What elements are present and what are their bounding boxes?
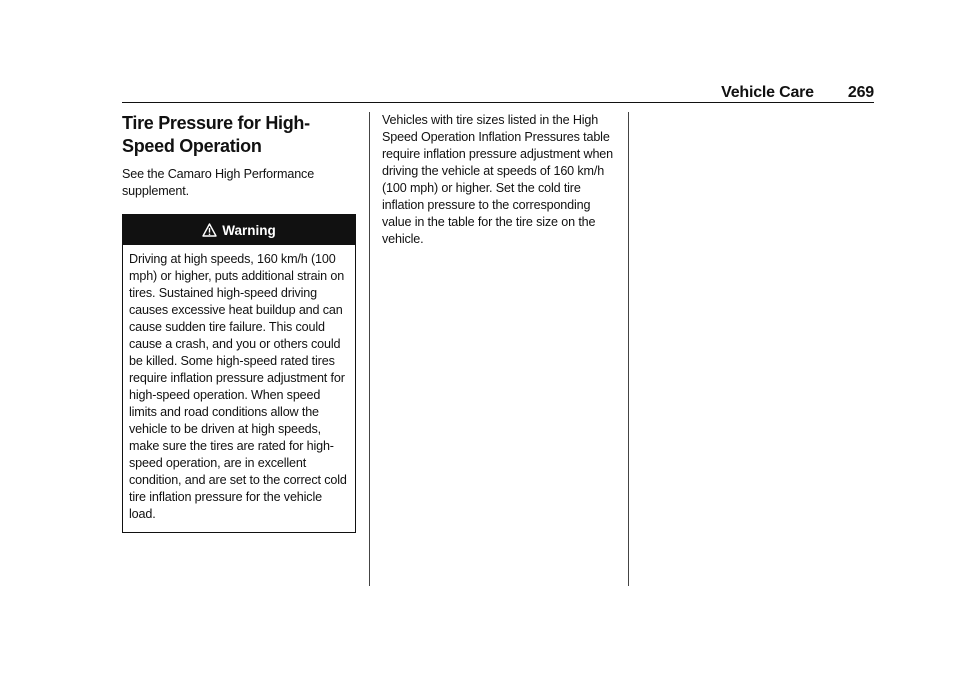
page-header [721,84,874,102]
warning-box [122,214,356,533]
warning-label: Warning [222,222,276,238]
intro-paragraph: See the Camaro High Performance supplement. [122,167,315,198]
page-number: 269 [847,84,874,101]
header-rule [122,102,874,103]
middle-column [382,112,618,248]
middle-paragraph: Vehicles with tire sizes listed in the High Speed Operation Inflation Pressures table require inflation pressure adjustment when driving the vehicle at speeds of 160 km/h (100 mph) or higher. Set the cold tire inflation pressure to the corresponding value in the table for the tire size on the vehicle. [382,113,614,246]
left-column [122,112,356,533]
warning-text: Driving at high speeds, 160 km/h (100 mph) or higher, puts additional strain on tires. Sustained high-speed driving causes excessive heat buildup and can cause sudden tire failure. This could cause a crash, and you or others could be killed. Some high-speed rated tires require inflation pressure adjustment for high-speed operation. When speed limits and road conditions allow the vehicle to be driven at high speeds, make sure the tires are rated for high-speed operation, are in excellent condition, and are set to the correct cold tire inflation pressure for the vehicle load. [129,252,347,521]
section-title: Tire Pressure for High-Speed Operation [122,113,310,156]
column-divider-left [369,112,370,586]
header-section-title: Vehicle Care [721,84,814,101]
warning-triangle-icon [202,223,217,237]
column-divider-right [628,112,629,586]
warning-header [123,215,355,245]
